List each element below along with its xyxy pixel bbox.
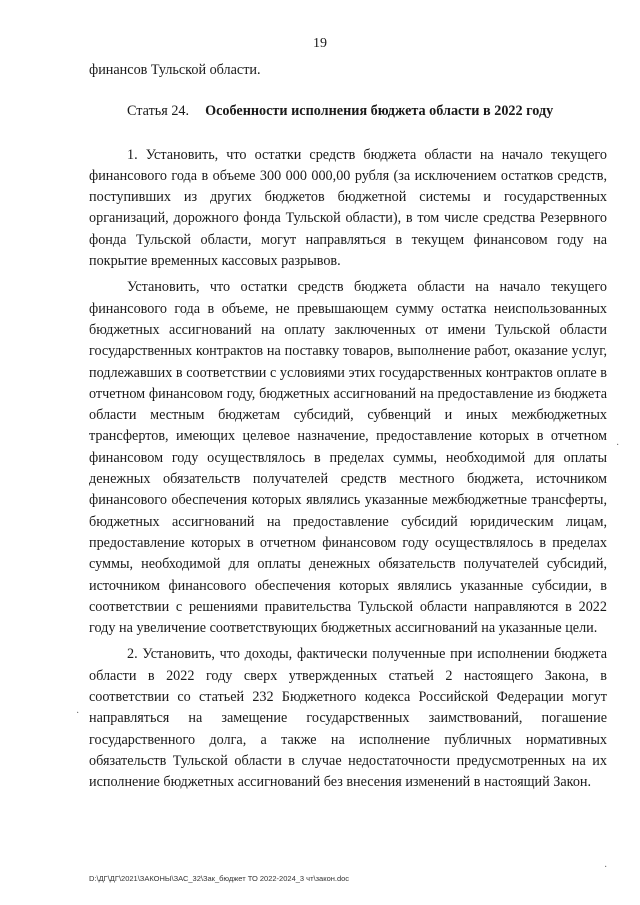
paragraph-2: Установить, что остатки средств бюджета области на начало текущего финансового года в объеме, не превышающем сумму остатка неиспользованных бюджетных ассигнований на оплату заключенных от имени Тульской области государственных контрактов на поставку товаров, выполнение работ, оказание услуг, подлежавших в соответствии с условиями этих государственных контрактов оплате в отчетном финансовом году, бюджетных ассигнований на предоставление из бюджета области местным бюджетам субсидий, субвенций и иных межбюджетных трансфертов, имеющих целевое назначение, предоставление которых в отчетном финансовом году осуществлялось в пределах суммы, необходимой для оплаты денежных обязательств получателей средств местного бюджета, источником финансового обеспечения которых являлись указанные межбюджетные трансферты, бюджетных ассигнований на предоставление субсидий юридическим лицам, предоставление которых в отчетном финансовом году осуществлялось в пределах суммы, необходимой для оплаты денежных обязательств получателей субсидий, источником финансового обеспечения которых являлись указанные субсидии, в соответствии с решениями правительства Тульской области направляются в 2022 году на увеличение соответствующих бюджетных ассигнований на указанные цели. [89, 279, 607, 637]
margin-dot: · [604, 862, 608, 873]
file-path-footer: D:\ДГ\ДГ\2021\ЗАКОНЫ\ЗАС_32\Зак_бюджет ТО 2022-2024_3 чт\закон.doc [89, 874, 350, 883]
margin-dot: · [76, 708, 80, 719]
paragraph-1: 1. Установить, что остатки средств бюджета области на начало текущего финансового года в объеме 300 000 000,00 рубля (за исключением остатков средств, поступивших из других бюджетов бюджетной системы и государственных организаций, дорожного фонда Тульской области), в том числе средства Резервного фонда Тульской области, могут направляться в текущем финансовом году на покрытие временных кассовых разрывов. [89, 146, 607, 270]
document-body [89, 60, 607, 794]
paragraph-3: 2. Установить, что доходы, фактически полученные при исполнении бюджета области в 2022 году сверх утвержденных статьей 2 настоящего Закона, в соответствии со статьей 232 Бюджетного кодекса Российской Федерации могут направляться на замещение государственных заимствований, погашение государственного долга, а также на исполнение публичных нормативных обязательств Тульской области в случае недостаточности предусмотренных на их исполнение бюджетных ассигнований без внесения изменений в настоящий Закон. [89, 646, 607, 791]
margin-dot: · [616, 440, 620, 451]
article-title: Особенности исполнения бюджета области в 2022 году [205, 103, 554, 120]
continuation-text: финансов Тульской области. [89, 62, 261, 78]
page-number: 19 [313, 36, 327, 51]
article-label: Статья 24. [127, 103, 190, 120]
article-heading [89, 101, 607, 122]
